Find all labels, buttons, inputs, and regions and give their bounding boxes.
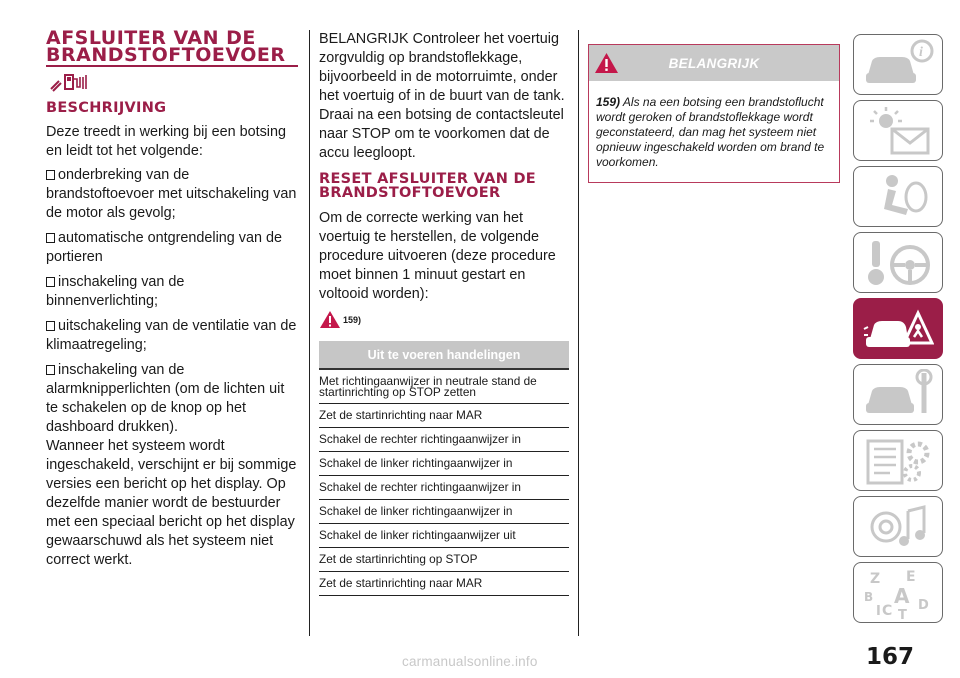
note-text: Als na een botsing een brandstoflucht wordt geroken of brandstoflekkage wordt geconstateerd, dan mag het systeem niet opnieuw ingeschakeld worden om brand te voorkomen. [596,95,825,169]
car-info-icon [862,39,934,91]
warning-box-text [589,81,839,182]
tab-emergency[interactable] [853,298,943,359]
table-row: Zet de startinrichting op STOP [319,547,569,571]
table-row: Schakel de rechter richtingaanwijzer in [319,427,569,451]
list-item [46,273,300,311]
column-divider [309,30,310,636]
list-item-text: inschakeling van de binnenverlichting; [46,274,185,309]
svg-text:D: D [918,598,929,613]
warning-ref-number: 159) [343,314,362,325]
section-subtitle: BESCHRIJVING [46,100,167,116]
checkbox-bullet-icon [46,277,55,287]
emergency-car-icon [862,303,934,355]
section-title: AFSLUITER VAN DE BRANDSTOFTOEVOER [46,30,298,67]
tab-starting-driving[interactable] [853,232,943,293]
list-item-text: inschakeling van de alarmknipperlichten (om de lichten uit te schakelen op de knop op het dashboard drukken). [46,362,285,435]
watermark-text: carmanualsonline.info [402,654,538,669]
table-row: Met richtingaanwijzer in neutrale stand de startinrichting op STOP zetten [319,369,569,403]
column-description [46,27,300,570]
multimedia-icon [862,501,934,553]
warning-box-header [589,45,839,81]
svg-text:A: A [894,584,910,608]
tab-technical-data[interactable] [853,430,943,491]
table-row: Schakel de rechter richtingaanwijzer in [319,475,569,499]
warning-lights-message-icon [862,105,934,157]
tab-multimedia[interactable] [853,496,943,557]
procedure-table [319,341,569,596]
warning-triangle-icon [319,310,341,329]
warning-triangle-icon [594,52,619,74]
warning-reference [319,310,569,329]
tab-car-info[interactable] [853,34,943,95]
list-item [46,229,300,267]
checkbox-bullet-icon [46,233,55,243]
table-header: Uit te voeren handelingen [319,341,569,369]
paragraph: Deze treedt in werking bij een botsing en leidt tot het volgende: [46,124,286,159]
car-maintenance-icon [862,369,934,421]
table-row: Schakel de linker richtingaanwijzer uit [319,523,569,547]
svg-text:E: E [906,569,916,585]
svg-text:T: T [898,608,907,619]
list-item [46,317,300,355]
list-item-text: automatische ontgrendeling van de portieren [46,230,283,265]
note-number: 159) [596,95,621,109]
column-warning [588,44,840,183]
chapter-tabs [853,34,943,628]
warning-box [588,44,840,183]
svg-text:I: I [876,604,881,619]
fuel-cutoff-icon [47,71,91,93]
tab-safety[interactable] [853,166,943,227]
checkbox-bullet-icon [46,365,55,375]
table-row: Zet de startinrichting naar MAR [319,571,569,595]
paragraph: Wanneer het systeem wordt ingeschakeld, verschijnt er bij sommige versies een bericht op het display. Op dezelfde manier wordt de bestuurder met een speciaal bericht op het display gewaarschuwd als het systeem niet correct werkt. [46,438,297,568]
warning-box-title: BELANGRIJK [668,55,760,71]
paragraph: BELANGRIJK Controleer het voertuig zorgvuldig op brandstoflekkage, bijvoorbeeld in de motorruimte, onder het voertuig of in de buurt van de tank. Draai na een botsing de contactsleutel naar STOP om te voorkomen dat de accu leegloopt. [319,31,565,161]
list-item [46,361,300,437]
column-divider [578,30,579,636]
key-steering-wheel-icon [862,237,934,289]
tab-index[interactable] [853,562,943,623]
svg-text:i: i [919,45,923,60]
svg-text:Z: Z [870,571,881,587]
tab-warning-lights[interactable] [853,100,943,161]
paragraph: Om de correcte werking van het voertuig te herstellen, de volgende procedure uitvoeren (deze procedure moet binnen 1 minuut gestart en voltooid worden): [319,210,556,302]
alphabetical-index-icon [862,567,934,619]
table-row: Schakel de linker richtingaanwijzer in [319,499,569,523]
checkbox-bullet-icon [46,321,55,331]
column-reset [319,30,569,596]
section-title: RESET AFSLUITER VAN DE BRANDSTOFTOEVOER [319,171,537,201]
svg-text:C: C [882,603,893,619]
list-item-text: onderbreking van de brandstoftoevoer met uitschakeling van de motor als gevolg; [46,167,297,221]
svg-text:B: B [864,590,874,604]
list-item-text: uitschakeling van de ventilatie van de klimaatregeling; [46,318,297,353]
tab-maintenance[interactable] [853,364,943,425]
table-row: Zet de startinrichting naar MAR [319,403,569,427]
checkbox-bullet-icon [46,170,55,180]
seat-airbag-icon [862,171,934,223]
list-item [46,166,300,223]
table-row: Schakel de linker richtingaanwijzer in [319,451,569,475]
technical-data-icon [862,435,934,487]
page-number: 167 [866,644,915,670]
